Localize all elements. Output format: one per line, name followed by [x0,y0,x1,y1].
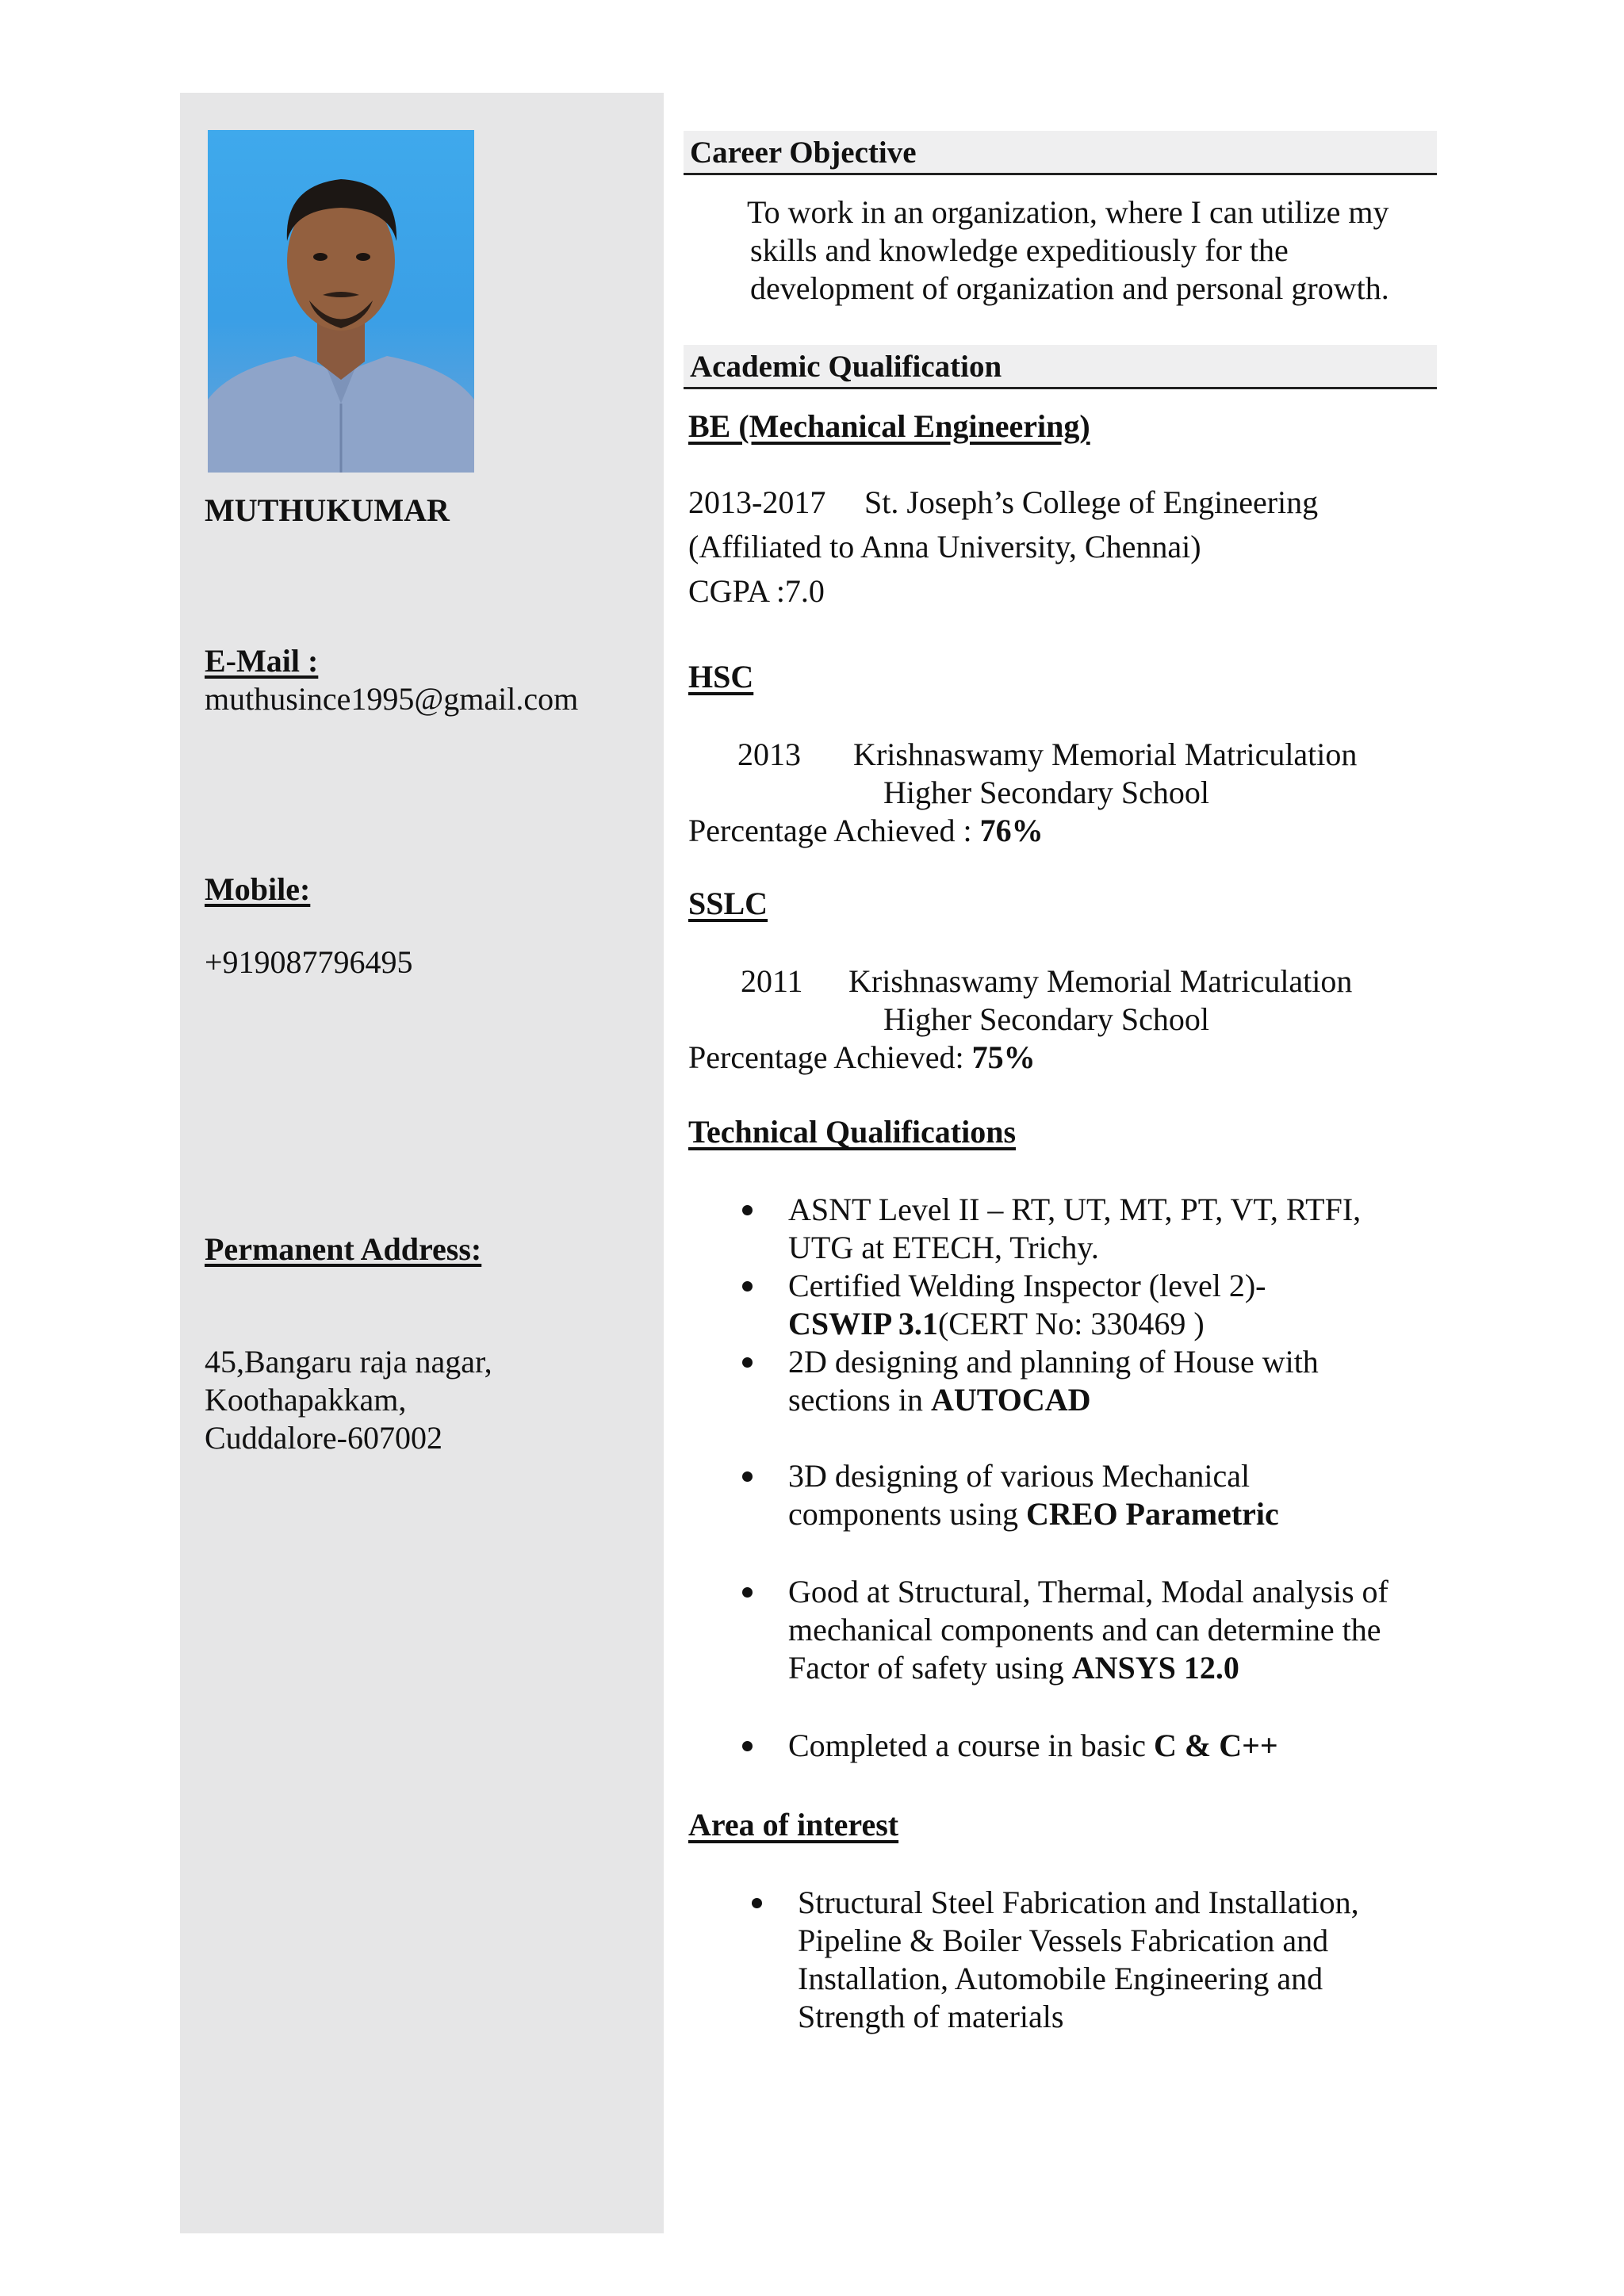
career-objective-line: development of organization and personal growth. [750,270,1389,306]
area-of-interest-list [798,1884,1359,2036]
bullet-icon [742,1205,753,1215]
list-item-text: components using [788,1496,1026,1532]
ansys-bold: ANSYS 12.0 [1071,1650,1239,1686]
list-item-line: Installation, Automobile Engineering and [798,1961,1323,1996]
address-label: Permanent Address: [205,1231,482,1267]
cswip-bold: CSWIP 3.1 [788,1306,938,1341]
list-item-line: mechanical components and can determine the [788,1612,1381,1647]
list-item-line [788,1495,1388,1533]
list-item-line: Strength of materials [798,1999,1064,2034]
career-objective-line: skills and knowledge expeditiously for the [750,232,1289,268]
list-item-line [788,1381,1388,1419]
list-item [788,1457,1388,1533]
bullet-icon [742,1281,753,1292]
be-cgpa: CGPA :7.0 [688,573,825,609]
bullet-icon [742,1741,753,1751]
be-college: St. Joseph’s College of Engineering [864,484,1319,520]
address-line: Koothapakkam, [205,1382,407,1418]
email-value: muthusince1995@gmail.com [205,681,579,717]
list-item-line: Pipeline & Boiler Vessels Fabrication and [798,1923,1329,1958]
list-item-line: 2D designing and planning of House with [788,1344,1319,1380]
be-degree-title: BE (Mechanical Engineering) [688,408,1090,444]
career-objective-heading: Career Objective [684,131,1437,175]
list-item-text: sections in [788,1382,931,1418]
list-item [788,1267,1388,1343]
list-item [788,1727,1388,1765]
list-item-text: Factor of safety using [788,1650,1072,1686]
autocad-bold: AUTOCAD [930,1382,1091,1418]
address-line: 45,Bangaru raja nagar, [205,1344,492,1380]
mobile-label: Mobile: [205,871,311,907]
hsc-percentage-label: Percentage Achieved : [688,813,980,848]
person-portrait-icon [208,130,474,473]
candidate-name: MUTHUKUMAR [205,492,450,528]
hsc-title: HSC [688,659,754,695]
list-item [788,1191,1388,1267]
sslc-year: 2011 [741,963,803,999]
technical-qualifications-list [788,1191,1388,1765]
list-item-line: Certified Welding Inspector (level 2)- [788,1268,1266,1303]
academic-qualification-heading: Academic Qualification [684,345,1437,389]
sslc-percentage-label: Percentage Achieved: [688,1039,972,1075]
hsc-year: 2013 [737,737,801,772]
hsc-percentage-value: 76% [979,813,1044,848]
be-affiliation: (Affiliated to Anna University, Chennai) [688,529,1201,564]
technical-qualifications-heading: Technical Qualifications [688,1114,1017,1150]
area-of-interest-heading: Area of interest [688,1807,899,1843]
be-years: 2013-2017 [688,484,826,520]
mobile-value: +919087796495 [205,944,413,980]
list-item-line [788,1649,1388,1687]
sslc-school-line: Krishnaswamy Memorial Matriculation [848,963,1353,999]
c-cpp-bold: C & C++ [1153,1728,1278,1763]
hsc-school-line: Higher Secondary School [883,775,1210,810]
bullet-icon [742,1471,753,1482]
bullet-icon [752,1898,762,1908]
bullet-icon [742,1357,753,1368]
email-label: E-Mail : [205,643,319,679]
sslc-school-line: Higher Secondary School [883,1001,1210,1037]
sslc-percentage-value: 75% [971,1039,1036,1075]
list-item-line: 3D designing of various Mechanical [788,1458,1251,1494]
list-item-text: Completed a course in basic [788,1728,1154,1763]
list-item [798,1884,1359,2036]
list-item-line: Structural Steel Fabrication and Installation, [798,1885,1359,1920]
list-item [788,1343,1388,1419]
career-objective-line: To work in an organization, where I can utilize my [747,194,1389,230]
list-item-line: UTG at ETECH, Trichy. [788,1230,1099,1265]
list-item [788,1573,1388,1687]
list-item-line [788,1305,1388,1343]
list-item-line [788,1727,1388,1765]
hsc-school-line: Krishnaswamy Memorial Matriculation [853,737,1358,772]
list-item-line: Good at Structural, Thermal, Modal analysis of [788,1574,1388,1609]
profile-photo [208,130,474,473]
address-line: Cuddalore-607002 [205,1420,442,1456]
list-item-line: ASNT Level II – RT, UT, MT, PT, VT, RTFI, [788,1192,1362,1227]
hsc-percentage [688,812,1044,850]
bullet-icon [742,1587,753,1598]
sslc-percentage [688,1039,1036,1077]
cert-number: (CERT No: 330469 ) [937,1306,1205,1341]
sslc-title: SSLC [688,886,768,921]
creo-bold: CREO Parametric [1025,1496,1279,1532]
